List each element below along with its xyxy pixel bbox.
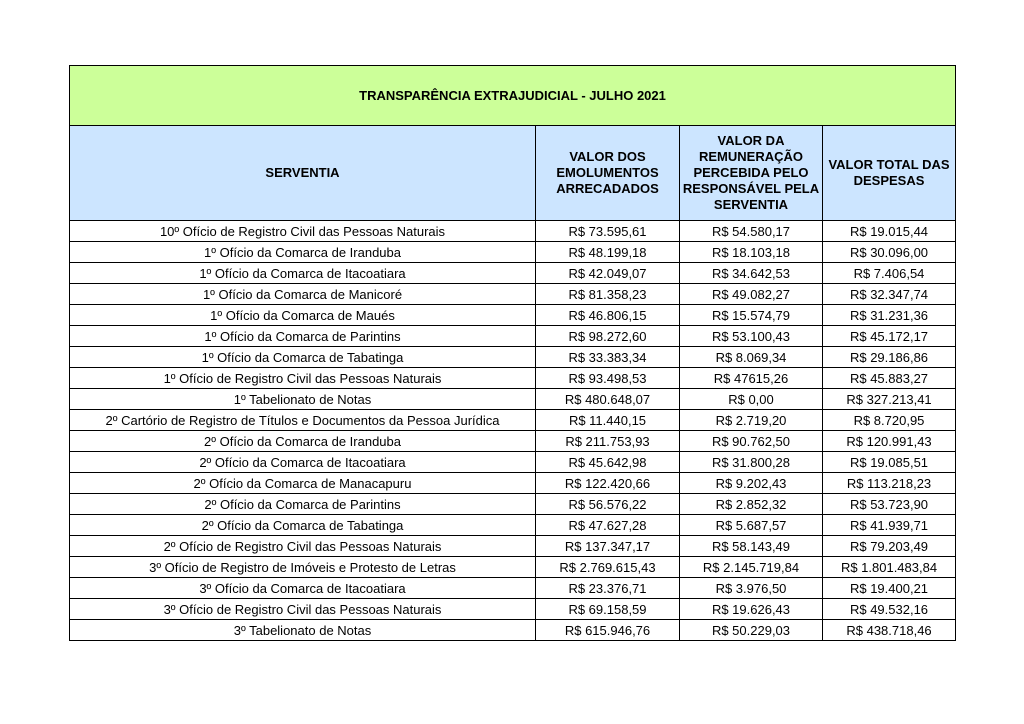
serventia-cell: 1º Tabelionato de Notas xyxy=(70,389,536,410)
remuneracao-cell: R$ 3.976,50 xyxy=(680,578,823,599)
serventia-cell: 2º Ofício da Comarca de Tabatinga xyxy=(70,515,536,536)
serventia-cell: 2º Ofício de Registro Civil das Pessoas Naturais xyxy=(70,536,536,557)
serventia-cell: 2º Ofício da Comarca de Parintins xyxy=(70,494,536,515)
remuneracao-cell: R$ 2.852,32 xyxy=(680,494,823,515)
serventia-cell: 3º Ofício de Registro Civil das Pessoas Naturais xyxy=(70,599,536,620)
emolumentos-cell: R$ 81.358,23 xyxy=(536,284,680,305)
remuneracao-cell: R$ 8.069,34 xyxy=(680,347,823,368)
header-remuneracao: VALOR DA REMUNERAÇÃO PERCEBIDA PELO RESPONSÁVEL PELA SERVENTIA xyxy=(680,126,823,221)
table-row xyxy=(70,557,956,578)
despesas-cell: R$ 41.939,71 xyxy=(823,515,956,536)
table-row xyxy=(70,452,956,473)
remuneracao-cell: R$ 2.719,20 xyxy=(680,410,823,431)
table-row xyxy=(70,536,956,557)
table-row xyxy=(70,389,956,410)
emolumentos-cell: R$ 98.272,60 xyxy=(536,326,680,347)
despesas-cell: R$ 7.406,54 xyxy=(823,263,956,284)
remuneracao-cell: R$ 31.800,28 xyxy=(680,452,823,473)
remuneracao-cell: R$ 49.082,27 xyxy=(680,284,823,305)
table-title: TRANSPARÊNCIA EXTRAJUDICIAL - JULHO 2021 xyxy=(70,66,956,126)
emolumentos-cell: R$ 480.648,07 xyxy=(536,389,680,410)
serventia-cell: 1º Ofício da Comarca de Parintins xyxy=(70,326,536,347)
emolumentos-cell: R$ 48.199,18 xyxy=(536,242,680,263)
table-row xyxy=(70,578,956,599)
table-row xyxy=(70,473,956,494)
remuneracao-cell: R$ 34.642,53 xyxy=(680,263,823,284)
remuneracao-cell: R$ 15.574,79 xyxy=(680,305,823,326)
emolumentos-cell: R$ 56.576,22 xyxy=(536,494,680,515)
emolumentos-cell: R$ 69.158,59 xyxy=(536,599,680,620)
emolumentos-cell: R$ 73.595,61 xyxy=(536,221,680,242)
table-row xyxy=(70,305,956,326)
emolumentos-cell: R$ 46.806,15 xyxy=(536,305,680,326)
remuneracao-cell: R$ 54.580,17 xyxy=(680,221,823,242)
table-row xyxy=(70,410,956,431)
table-row xyxy=(70,620,956,641)
remuneracao-cell: R$ 19.626,43 xyxy=(680,599,823,620)
table-row xyxy=(70,347,956,368)
serventia-cell: 2º Ofício da Comarca de Itacoatiara xyxy=(70,452,536,473)
despesas-cell: R$ 79.203,49 xyxy=(823,536,956,557)
emolumentos-cell: R$ 11.440,15 xyxy=(536,410,680,431)
serventia-cell: 2º Cartório de Registro de Títulos e Documentos da Pessoa Jurídica xyxy=(70,410,536,431)
table-header-row xyxy=(70,126,956,221)
emolumentos-cell: R$ 42.049,07 xyxy=(536,263,680,284)
table-row xyxy=(70,326,956,347)
emolumentos-cell: R$ 47.627,28 xyxy=(536,515,680,536)
serventia-cell: 3º Ofício de Registro de Imóveis e Protesto de Letras xyxy=(70,557,536,578)
despesas-cell: R$ 29.186,86 xyxy=(823,347,956,368)
emolumentos-cell: R$ 2.769.615,43 xyxy=(536,557,680,578)
serventia-cell: 1º Ofício da Comarca de Itacoatiara xyxy=(70,263,536,284)
despesas-cell: R$ 32.347,74 xyxy=(823,284,956,305)
despesas-cell: R$ 19.015,44 xyxy=(823,221,956,242)
remuneracao-cell: R$ 18.103,18 xyxy=(680,242,823,263)
table-row xyxy=(70,242,956,263)
despesas-cell: R$ 53.723,90 xyxy=(823,494,956,515)
emolumentos-cell: R$ 122.420,66 xyxy=(536,473,680,494)
despesas-cell: R$ 19.085,51 xyxy=(823,452,956,473)
table-row xyxy=(70,515,956,536)
despesas-cell: R$ 31.231,36 xyxy=(823,305,956,326)
serventia-cell: 1º Ofício da Comarca de Tabatinga xyxy=(70,347,536,368)
despesas-cell: R$ 327.213,41 xyxy=(823,389,956,410)
table-row xyxy=(70,431,956,452)
remuneracao-cell: R$ 50.229,03 xyxy=(680,620,823,641)
despesas-cell: R$ 8.720,95 xyxy=(823,410,956,431)
emolumentos-cell: R$ 33.383,34 xyxy=(536,347,680,368)
serventia-cell: 2º Ofício da Comarca de Iranduba xyxy=(70,431,536,452)
serventia-cell: 1º Ofício da Comarca de Maués xyxy=(70,305,536,326)
remuneracao-cell: R$ 2.145.719,84 xyxy=(680,557,823,578)
transparency-table xyxy=(69,65,956,641)
table-row xyxy=(70,494,956,515)
serventia-cell: 2º Ofício da Comarca de Manacapuru xyxy=(70,473,536,494)
serventia-cell: 1º Ofício da Comarca de Iranduba xyxy=(70,242,536,263)
table-row xyxy=(70,599,956,620)
emolumentos-cell: R$ 23.376,71 xyxy=(536,578,680,599)
table-row xyxy=(70,368,956,389)
emolumentos-cell: R$ 211.753,93 xyxy=(536,431,680,452)
remuneracao-cell: R$ 9.202,43 xyxy=(680,473,823,494)
table-row xyxy=(70,284,956,305)
serventia-cell: 1º Ofício da Comarca de Manicoré xyxy=(70,284,536,305)
emolumentos-cell: R$ 137.347,17 xyxy=(536,536,680,557)
emolumentos-cell: R$ 93.498,53 xyxy=(536,368,680,389)
table-row xyxy=(70,221,956,242)
header-serventia: SERVENTIA xyxy=(70,126,536,221)
remuneracao-cell: R$ 47615,26 xyxy=(680,368,823,389)
serventia-cell: 1º Ofício de Registro Civil das Pessoas Naturais xyxy=(70,368,536,389)
remuneracao-cell: R$ 53.100,43 xyxy=(680,326,823,347)
despesas-cell: R$ 49.532,16 xyxy=(823,599,956,620)
table-title-row xyxy=(70,66,956,126)
serventia-cell: 3º Ofício da Comarca de Itacoatiara xyxy=(70,578,536,599)
despesas-cell: R$ 120.991,43 xyxy=(823,431,956,452)
remuneracao-cell: R$ 90.762,50 xyxy=(680,431,823,452)
emolumentos-cell: R$ 45.642,98 xyxy=(536,452,680,473)
header-despesas: VALOR TOTAL DAS DESPESAS xyxy=(823,126,956,221)
serventia-cell: 3º Tabelionato de Notas xyxy=(70,620,536,641)
despesas-cell: R$ 45.883,27 xyxy=(823,368,956,389)
emolumentos-cell: R$ 615.946,76 xyxy=(536,620,680,641)
despesas-cell: R$ 1.801.483,84 xyxy=(823,557,956,578)
despesas-cell: R$ 438.718,46 xyxy=(823,620,956,641)
remuneracao-cell: R$ 5.687,57 xyxy=(680,515,823,536)
header-emolumentos: VALOR DOS EMOLUMENTOS ARRECADADOS xyxy=(536,126,680,221)
despesas-cell: R$ 113.218,23 xyxy=(823,473,956,494)
remuneracao-cell: R$ 58.143,49 xyxy=(680,536,823,557)
serventia-cell: 10º Ofício de Registro Civil das Pessoas Naturais xyxy=(70,221,536,242)
remuneracao-cell: R$ 0,00 xyxy=(680,389,823,410)
table-row xyxy=(70,263,956,284)
despesas-cell: R$ 45.172,17 xyxy=(823,326,956,347)
despesas-cell: R$ 19.400,21 xyxy=(823,578,956,599)
despesas-cell: R$ 30.096,00 xyxy=(823,242,956,263)
